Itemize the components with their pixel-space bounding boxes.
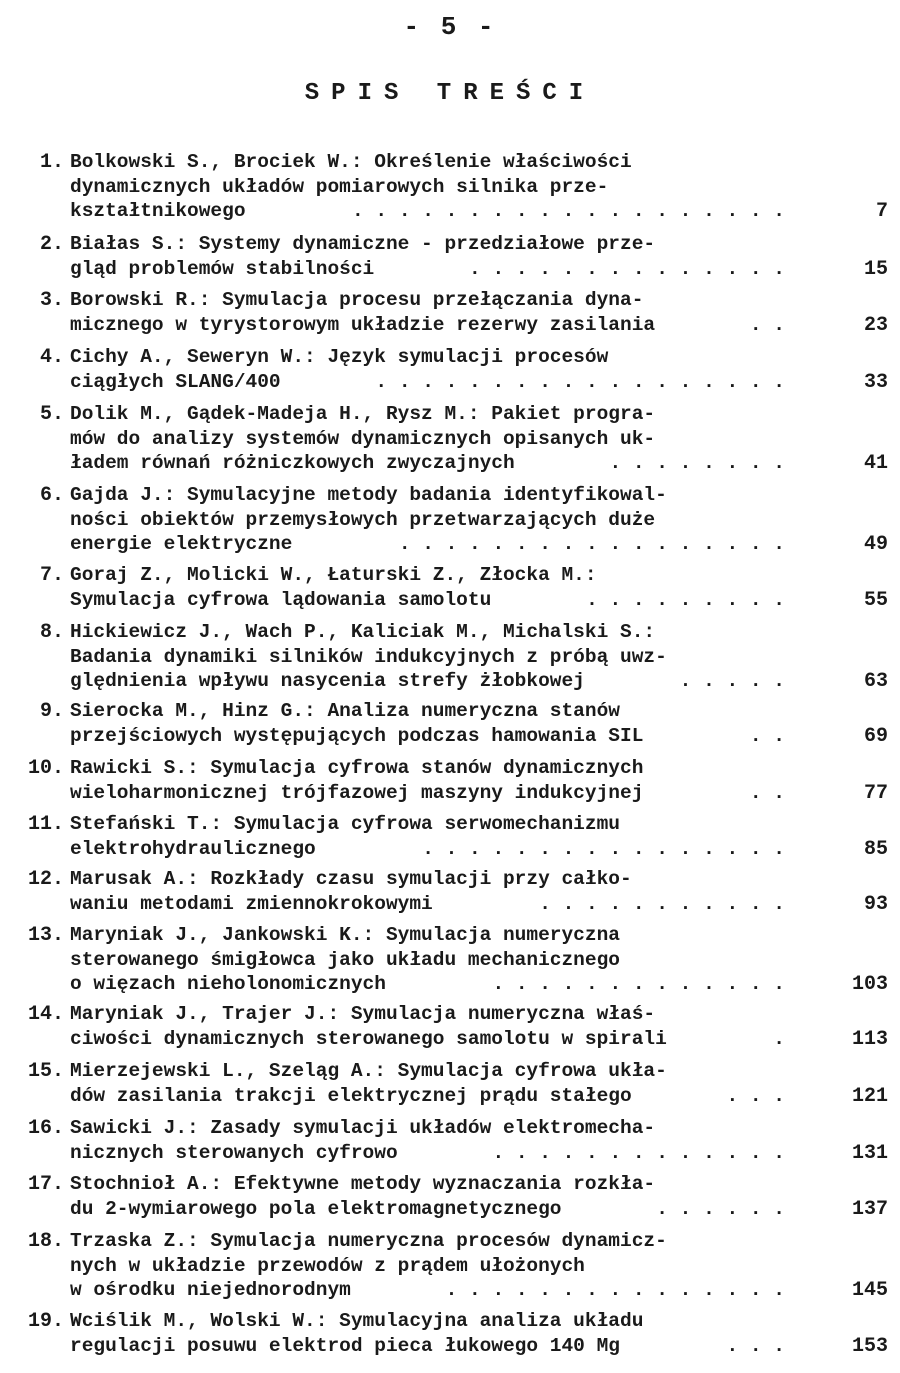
dot-leader: . <box>773 1027 785 1050</box>
entry-text-line: Gajda J.: Symulacyjne metody badania identyfikowal- <box>70 484 667 506</box>
entry-text-line: nicznych sterowanych cyfrowo <box>70 1141 398 1164</box>
entry-text-line: Borowski R.: Symulacja procesu przełączania dyna- <box>70 289 644 311</box>
entry-number: 13. <box>27 924 64 947</box>
entry-page-number: 113 <box>851 1027 888 1051</box>
entry-text-line: przejściowych występujących podczas hamowania SIL <box>70 724 644 747</box>
entry-text-line: Sawicki J.: Zasady symulacji układów elektromecha- <box>70 1117 656 1139</box>
entry-text-line: Stefański T.: Symulacja cyfrowa serwomechanizmu <box>70 813 620 835</box>
entry-number: 6. <box>39 484 64 507</box>
dot-leader: . . . . . . . . . . . . . . . <box>445 1279 785 1301</box>
dot-leader: . . . . . . . . . . . . . . . . . . . <box>352 200 785 222</box>
entry-text-line: Maryniak J., Trajer J.: Symulacja numeryczna właś- <box>70 1003 656 1025</box>
entry-page-number: 131 <box>851 1141 888 1165</box>
entry-text-line: Mierzejewski L., Szeląg A.: Symulacja cyfrowa ukła- <box>70 1060 667 1082</box>
entry-text-line: ględnienia wpływu nasycenia strefy żłobkowej <box>70 670 585 692</box>
dot-leader: . . . . . . . . . . . . . <box>492 973 785 995</box>
entry-text-line: Goraj Z., Molicki W., Łaturski Z., Złocka M.: <box>70 564 597 586</box>
entry-text-line: Sierocka M., Hinz G.: Analiza numeryczna stanów <box>70 700 620 722</box>
entry-number: 15. <box>27 1060 64 1083</box>
entry-page-number: 145 <box>851 1279 888 1302</box>
entry-text-line: dynamicznych układów pomiarowych silnika prze- <box>70 175 609 198</box>
entry-text-line: gląd problemów stabilności <box>70 257 375 280</box>
entry-number: 8. <box>39 621 64 644</box>
entry-text-line: sterowanego śmigłowca jako układu mechanicznego <box>70 948 620 971</box>
entry-text-line: mów do analizy systemów dynamicznych opisanych uk- <box>70 427 656 450</box>
entry-page-number: 153 <box>851 1334 888 1358</box>
entry-page-number: 121 <box>851 1084 888 1108</box>
entry-number: 5. <box>39 403 64 426</box>
dot-leader: . . . . . <box>679 670 785 692</box>
entry-text-line: w ośrodku niejednorodnym <box>70 1279 351 1301</box>
entry-page-number: 103 <box>851 973 888 996</box>
entry-text-line: Wciślik M., Wolski W.: Symulacyjna analiza układu <box>70 1310 644 1332</box>
entry-text-line: ładem równań różniczkowych zwyczajnych <box>70 452 515 474</box>
entry-page-number: 7 <box>875 200 888 223</box>
entry-number: 2. <box>39 233 64 256</box>
entry-number: 1. <box>39 151 64 174</box>
entry-number: 12. <box>27 868 64 891</box>
entry-page-number: 85 <box>863 837 888 861</box>
entry-text-line: Hickiewicz J., Wach P., Kaliciak M., Michalski S.: <box>70 621 656 643</box>
entry-text-line: Maryniak J., Jankowski K.: Symulacja numeryczna <box>70 924 620 946</box>
page-number: - 5 - <box>403 12 497 42</box>
dot-leader: . . . . . . . . . . . . . . . . . <box>398 533 785 555</box>
entry-number: 16. <box>27 1117 64 1140</box>
dot-leader: . . . . . . . . . <box>586 588 785 611</box>
dot-leader: . . . . . . . . . . . . . <box>492 1141 785 1164</box>
entry-text-line: Badania dynamiki silników indukcyjnych z próbą uwz- <box>70 645 667 668</box>
entry-text-line: Stochnioł A.: Efektywne metody wyznaczania rozkła- <box>70 1173 656 1195</box>
entry-text-line: Symulacja cyfrowa lądowania samolotu <box>70 588 492 611</box>
entry-page-number: 137 <box>851 1197 888 1221</box>
dot-leader: . . . . . . <box>656 1197 785 1220</box>
entry-text-line: ności obiektów przemysłowych przetwarzających duże <box>70 508 656 531</box>
entry-text-line: waniu metodami zmiennokrokowymi <box>70 892 433 915</box>
entry-text-line: wieloharmonicznej trójfazowej maszyny indukcyjnej <box>70 781 644 804</box>
entry-page-number: 15 <box>863 257 888 281</box>
entry-text-line: ciągłych SLANG/400 <box>70 370 281 393</box>
entry-page-number: 63 <box>863 670 888 693</box>
dot-leader: . . . . . . . . . . . . . . <box>469 257 785 280</box>
entry-text-line: o więzach nieholonomicznych <box>70 973 386 995</box>
dot-leader: . . . . . . . . . . . . . . . . <box>422 837 785 860</box>
dot-leader: . . . <box>726 1084 785 1107</box>
entry-text-line: du 2-wymiarowego pola elektromagnetycznego <box>70 1197 562 1220</box>
dot-leader: . . . <box>726 1334 785 1357</box>
entry-number: 4. <box>39 346 64 369</box>
entry-page-number: 93 <box>863 892 888 916</box>
entry-text-line: Marusak A.: Rozkłady czasu symulacji przy całko- <box>70 868 632 890</box>
entry-text-line: ciwości dynamicznych sterowanego samolotu w spirali <box>70 1027 667 1050</box>
entry-page-number: 33 <box>863 370 888 394</box>
page-title: SPIS TREŚCI <box>304 80 596 107</box>
entry-page-number: 55 <box>863 588 888 612</box>
dot-leader: . . . . . . . . . . . <box>539 892 785 915</box>
entry-number: 10. <box>27 757 64 780</box>
entry-text-line: Trzaska Z.: Symulacja numeryczna procesów dynamicz- <box>70 1230 667 1252</box>
entry-number: 11. <box>27 813 64 836</box>
entry-number: 17. <box>27 1173 64 1196</box>
entry-text-line: micznego w tyrystorowym układzie rezerwy zasilania <box>70 313 656 336</box>
entry-text-line: Cichy A., Seweryn W.: Język symulacji procesów <box>70 346 609 368</box>
entry-text-line: energie elektryczne <box>70 533 293 555</box>
dot-leader: . . . . . . . . <box>609 452 785 474</box>
entry-number: 18. <box>27 1230 64 1253</box>
entry-text-line: Białas S.: Systemy dynamiczne - przedziałowe prze- <box>70 233 656 255</box>
entry-page-number: 77 <box>863 781 888 805</box>
entry-number: 19. <box>27 1310 64 1333</box>
entry-text-line: kształtnikowego <box>70 200 246 222</box>
dot-leader: . . <box>749 781 785 804</box>
entry-number: 7. <box>39 564 64 587</box>
entry-page-number: 69 <box>863 724 888 748</box>
entry-text-line: Rawicki S.: Symulacja cyfrowa stanów dynamicznych <box>70 757 644 779</box>
entry-text-line: regulacji posuwu elektrod pieca łukowego 140 Mg <box>70 1334 620 1357</box>
dot-leader: . . . . . . . . . . . . . . . . . . <box>375 370 785 393</box>
entry-text-line: nych w układzie przewodów z prądem ułożonych <box>70 1254 585 1277</box>
entry-page-number: 41 <box>863 452 888 475</box>
entry-number: 14. <box>27 1003 64 1026</box>
entry-text-line: Bolkowski S., Brociek W.: Określenie właściwości <box>70 151 632 173</box>
entry-number: 3. <box>39 289 64 312</box>
entry-page-number: 49 <box>863 533 888 556</box>
dot-leader: . . <box>749 724 785 747</box>
entry-text-line: dów zasilania trakcji elektrycznej prądu stałego <box>70 1084 632 1107</box>
entry-number: 9. <box>39 700 64 723</box>
dot-leader: . . <box>749 313 785 336</box>
entry-text-line: elektrohydraulicznego <box>70 837 316 860</box>
entry-text-line: Dolik M., Gądek-Madeja H., Rysz M.: Pakiet progra- <box>70 403 656 425</box>
entry-page-number: 23 <box>863 313 888 337</box>
